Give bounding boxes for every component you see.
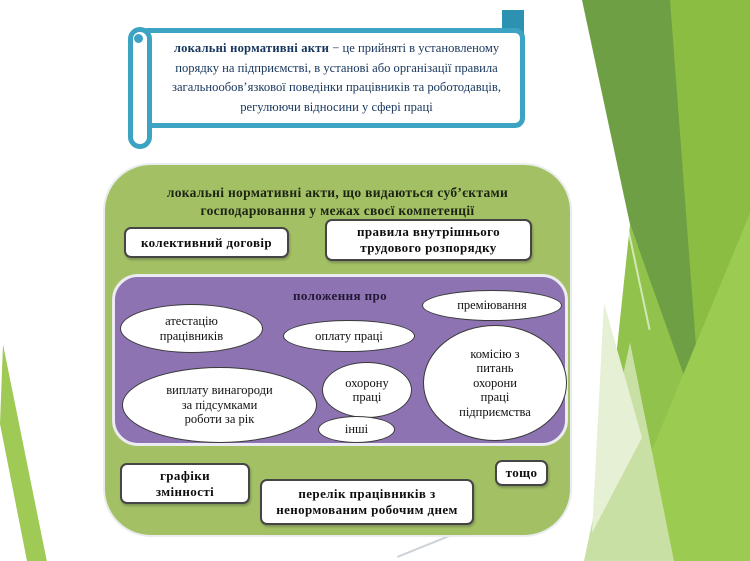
scroll-body	[138, 28, 525, 128]
provisions-panel	[112, 274, 568, 446]
box-etc: тощо	[495, 460, 548, 486]
ellipse-other: інші	[318, 416, 395, 443]
ellipse-annual-reward: виплату винагороди за підсумками роботи за рік	[122, 367, 317, 443]
box-internal-labor-rules: правила внутрішнього трудового розпорядку	[325, 219, 532, 261]
definition-term: локальні нормативні акти	[173, 41, 330, 55]
facet-background-left-wedge	[0, 340, 60, 561]
definition-line-4: регулюючи відносини у сфері праці	[240, 99, 433, 114]
panel-title: локальні нормативні акти, що видаються суб’єктами господарювання у межах своєї компетенції	[166, 185, 509, 218]
definition-text	[143, 39, 520, 117]
definition-line-1: локальні нормативні акти − це прийняті в установленому	[173, 41, 500, 55]
scroll-roll-dot-icon	[134, 34, 143, 43]
ellipse-pay: оплату праці	[283, 320, 415, 352]
local-acts-panel	[103, 163, 572, 537]
definition-line-2: порядку на підприємстві, в установі або організації правила	[175, 60, 498, 75]
provisions-title: положення про	[293, 288, 387, 303]
ellipse-safety-commission: комісію з питань охорони праці підприємства	[423, 325, 567, 441]
ellipse-bonus: преміювання	[422, 290, 562, 321]
ellipse-attestation: атестацію працівників	[120, 304, 263, 353]
scroll-roll-icon	[128, 27, 152, 149]
scroll-banner	[128, 8, 528, 150]
definition-line-3: загальнообов’язкової поведінки працівників та роботодавців,	[171, 80, 502, 94]
facet-background-right	[550, 0, 750, 561]
box-collective-agreement: колективний договір	[124, 227, 289, 258]
box-shift-schedules: графіки змінності	[120, 463, 250, 504]
ellipse-labor-safety: охорону праці	[322, 362, 412, 418]
box-irregular-workers-list: перелік працівників з ненормованим робочим днем	[260, 479, 474, 525]
